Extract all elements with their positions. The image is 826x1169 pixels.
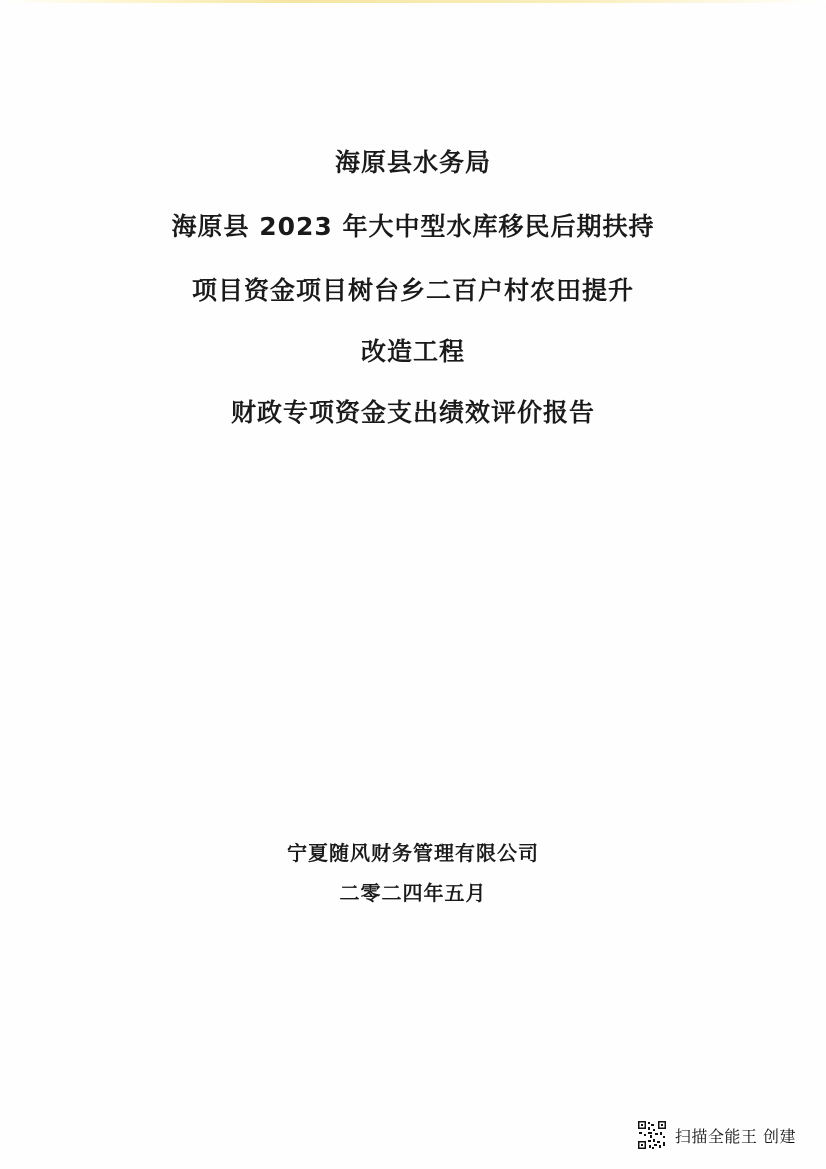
report-date: 二零二四年五月: [339, 881, 487, 905]
scanner-watermark: [637, 1119, 796, 1151]
title-line-1: 海原县水务局: [334, 148, 491, 177]
watermark-text: 扫描全能王 创建: [674, 1126, 796, 1146]
title-line-2: 海原县 2023 年大中型水库移民后期扶持: [171, 212, 655, 241]
scan-edge-strip: [0, 0, 826, 3]
title-line-3: 项目资金项目树台乡二百户村农田提升: [191, 276, 634, 305]
title-line-4: 改造工程: [360, 337, 465, 366]
organization-name: 宁夏随风财务管理有限公司: [287, 841, 539, 865]
qr-code-icon: [637, 1120, 667, 1150]
title-line-5: 财政专项资金支出绩效评价报告: [230, 398, 595, 427]
